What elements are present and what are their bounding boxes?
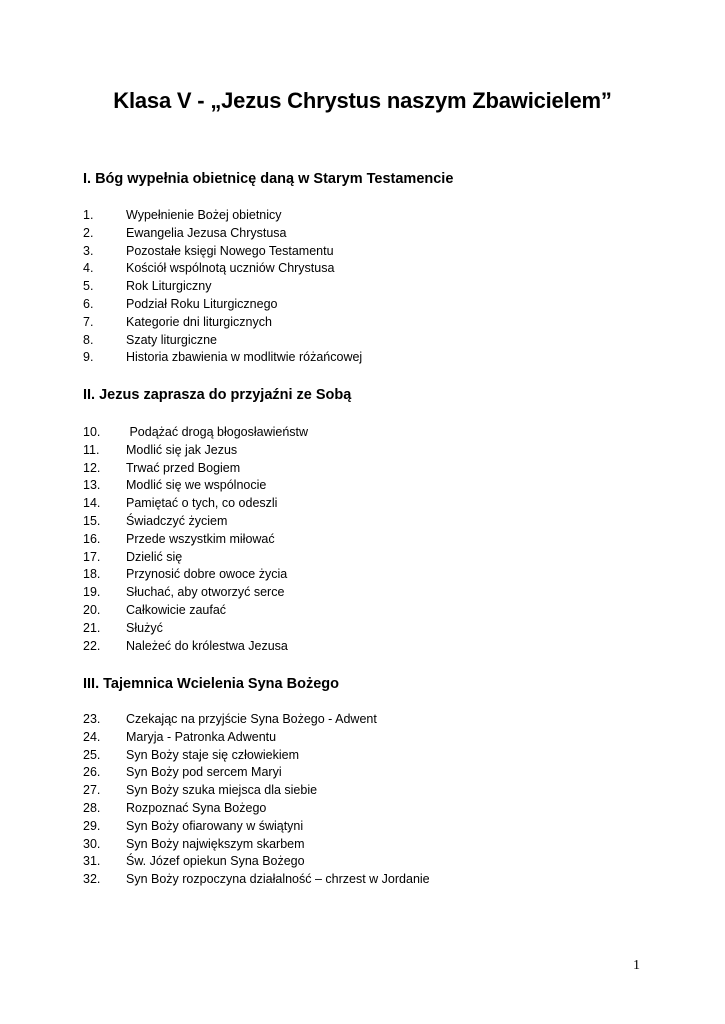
item-number: 20. — [83, 602, 101, 617]
list-item — [83, 853, 430, 871]
item-text: Syn Boży ofiarowany w świątyni — [126, 818, 304, 833]
item-text: Św. Józef opiekun Syna Bożego — [126, 854, 305, 869]
item-text: Podążać drogą błogosławieństw — [126, 425, 309, 439]
item-number: 15. — [83, 513, 101, 528]
item-number: 24. — [83, 729, 101, 744]
item-number: 4. — [83, 261, 94, 276]
item-text: Rok Liturgiczny — [126, 279, 212, 294]
item-text: Modlić się we wspólnocie — [126, 478, 267, 493]
item-text: Syn Boży pod sercem Maryi — [126, 765, 282, 780]
item-text: Pamiętać o tych, co odeszli — [126, 496, 278, 511]
item-number: 32. — [83, 872, 101, 887]
item-text: Świadczyć życiem — [126, 513, 228, 528]
list-item — [83, 584, 308, 602]
list-item — [83, 513, 308, 531]
list-item — [83, 442, 308, 460]
item-number: 6. — [83, 296, 94, 311]
section-heading-2: II. Jezus zaprasza do przyjaźni ze Sobą — [83, 387, 352, 403]
item-text: Maryja - Patronka Adwentu — [126, 729, 277, 744]
item-text: Kategorie dni liturgicznych — [126, 314, 272, 329]
item-number: 11. — [83, 442, 100, 457]
list-item — [83, 531, 308, 549]
item-number: 14. — [83, 496, 101, 511]
item-text: Całkowicie zaufać — [126, 602, 227, 617]
list-item — [83, 260, 362, 278]
item-text: Służyć — [126, 620, 163, 635]
item-number: 12. — [83, 460, 101, 475]
item-text: Czekając na przyjście Syna Bożego - Adwent — [126, 712, 377, 726]
list-item — [83, 207, 362, 225]
list-item — [83, 477, 308, 495]
item-number: 23. — [83, 712, 101, 726]
item-text: Trwać przed Bogiem — [126, 460, 241, 475]
item-number: 30. — [83, 836, 101, 851]
list-item — [83, 782, 430, 800]
item-number: 1. — [83, 208, 94, 222]
item-text: Przede wszystkim miłować — [126, 531, 275, 546]
list-item — [83, 566, 308, 584]
list-item — [83, 729, 430, 747]
item-text: Dzielić się — [126, 549, 183, 564]
item-number: 31. — [83, 854, 101, 869]
item-text: Syn Boży rozpoczyna działalność – chrzest w Jordanie — [126, 872, 430, 887]
document-title: Klasa V - „Jezus Chrystus naszym Zbawicielem” — [113, 88, 612, 113]
item-number: 22. — [83, 638, 101, 653]
item-text: Rozpoznać Syna Bożego — [126, 800, 267, 815]
item-number: 3. — [83, 243, 94, 258]
item-number: 8. — [83, 332, 94, 347]
item-text: Pozostałe księgi Nowego Testamentu — [126, 243, 334, 258]
section-heading-3: III. Tajemnica Wcielenia Syna Bożego — [83, 676, 339, 692]
list-item — [83, 349, 362, 367]
item-number: 21. — [83, 620, 101, 635]
item-number: 27. — [83, 783, 101, 798]
item-number: 25. — [83, 747, 101, 762]
list-item — [83, 225, 362, 243]
item-number: 29. — [83, 818, 101, 833]
item-text: Szaty liturgiczne — [126, 332, 218, 347]
section-list-3 — [83, 711, 430, 889]
list-item — [83, 638, 308, 656]
list-item — [83, 495, 308, 513]
item-text: Syn Boży największym skarbem — [126, 836, 305, 851]
section-heading-1: I. Bóg wypełnia obietnicę daną w Starym Testamencie — [83, 171, 454, 187]
list-item — [83, 424, 308, 442]
list-item — [83, 800, 430, 818]
item-text: Syn Boży staje się człowiekiem — [126, 747, 299, 762]
list-item — [83, 332, 362, 350]
list-item — [83, 549, 308, 567]
list-item — [83, 711, 430, 729]
list-item — [83, 836, 430, 854]
page-number: 1 — [633, 958, 640, 973]
item-number: 13. — [83, 478, 101, 493]
list-item — [83, 620, 308, 638]
item-number: 2. — [83, 225, 94, 240]
item-text: Ewangelia Jezusa Chrystusa — [126, 225, 287, 240]
item-number: 16. — [83, 531, 101, 546]
item-text: Należeć do królestwa Jezusa — [126, 638, 288, 653]
item-number: 10. — [83, 425, 101, 439]
list-item — [83, 296, 362, 314]
item-text: Kościół wspólnotą uczniów Chrystusa — [126, 261, 335, 276]
list-item — [83, 764, 430, 782]
list-item — [83, 871, 430, 889]
item-number: 26. — [83, 765, 101, 780]
item-text: Wypełnienie Bożej obietnicy — [126, 208, 282, 222]
item-number: 17. — [83, 549, 101, 564]
list-item — [83, 460, 308, 478]
list-item — [83, 314, 362, 332]
list-item — [83, 818, 430, 836]
item-number: 19. — [83, 585, 101, 600]
item-text: Historia zbawienia w modlitwie różańcowej — [126, 350, 363, 365]
item-text: Przynosić dobre owoce życia — [126, 567, 288, 582]
item-text: Modlić się jak Jezus — [126, 442, 238, 457]
item-text: Syn Boży szuka miejsca dla siebie — [126, 783, 318, 798]
list-item — [83, 602, 308, 620]
item-number: 18. — [83, 567, 101, 582]
section-list-2 — [83, 424, 308, 655]
item-number: 28. — [83, 800, 101, 815]
list-item — [83, 243, 362, 261]
item-number: 5. — [83, 279, 94, 294]
section-list-1 — [83, 207, 362, 367]
list-item — [83, 747, 430, 765]
list-item — [83, 278, 362, 296]
item-text: Podział Roku Liturgicznego — [126, 296, 278, 311]
item-number: 7. — [83, 314, 94, 329]
item-text: Słuchać, aby otworzyć serce — [126, 585, 285, 600]
item-number: 9. — [83, 350, 94, 365]
